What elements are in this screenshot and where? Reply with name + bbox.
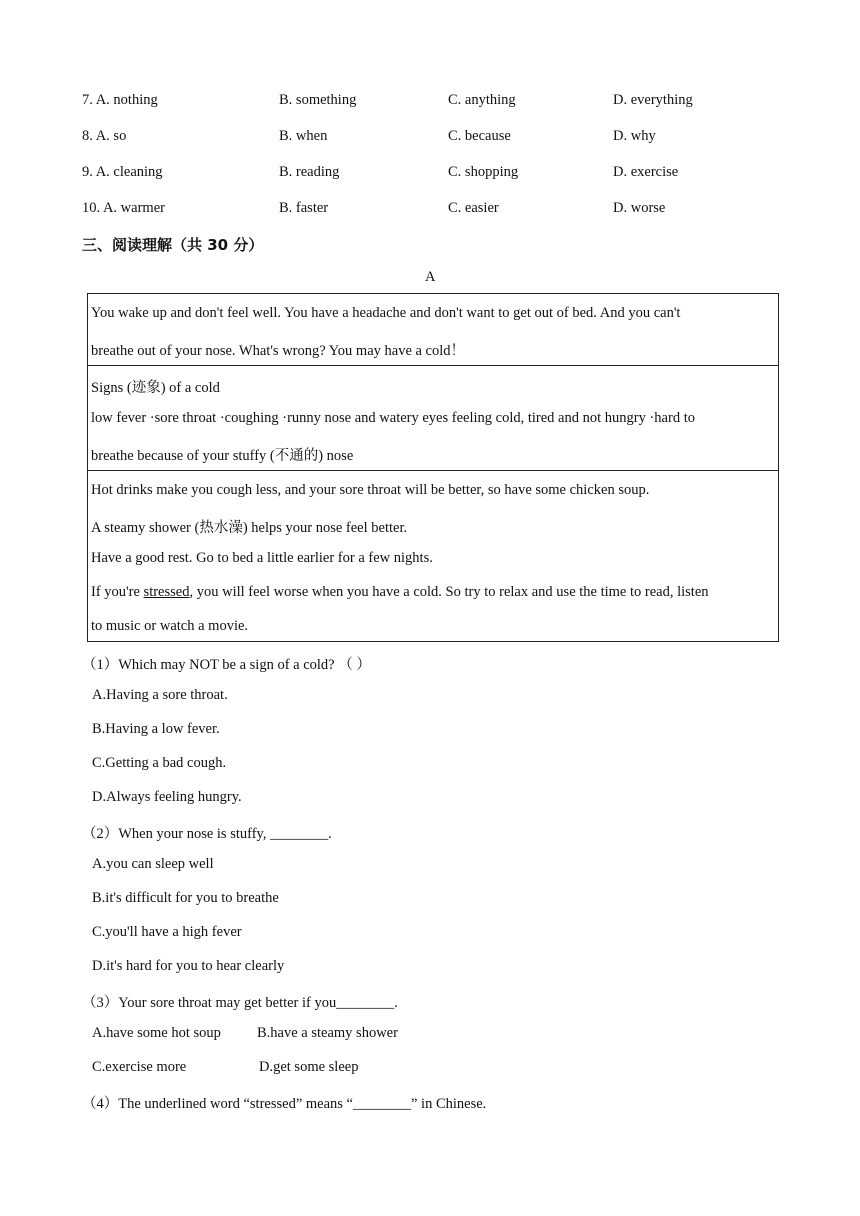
- option-b: B. when: [279, 128, 328, 144]
- question-1-option-b: B.Having a low fever.: [92, 721, 220, 737]
- option-d: D. everything: [613, 92, 693, 108]
- option-c: C. because: [448, 128, 511, 144]
- option-a: 10. A. warmer: [82, 200, 165, 216]
- question-3-option-d: D.get some sleep: [259, 1059, 359, 1075]
- passage-line: Signs (迹象) of a cold: [91, 380, 220, 396]
- question-2-stem: （2）When your nose is stuffy, ________.: [82, 826, 332, 842]
- question-2-option-d: D.it's hard for you to hear clearly: [92, 958, 285, 974]
- question-1-stem: （1）Which may NOT be a sign of a cold? （ ）: [82, 657, 371, 673]
- question-2-option-a: A.you can sleep well: [92, 856, 214, 872]
- question-3-option-a: A.have some hot soup: [92, 1025, 221, 1041]
- passage-label: A: [425, 269, 436, 285]
- passage-line: Have a good rest. Go to bed a little earlier for a few nights.: [91, 550, 433, 566]
- question-1-option-a: A.Having a sore throat.: [92, 687, 228, 703]
- option-a: 9. A. cleaning: [82, 164, 163, 180]
- option-d: D. why: [613, 128, 656, 144]
- option-b: B. reading: [279, 164, 340, 180]
- question-2-option-c: C.you'll have a high fever: [92, 924, 242, 940]
- option-b: B. faster: [279, 200, 329, 216]
- option-d: D. exercise: [613, 164, 679, 180]
- section-heading: 三、阅读理解（共 30 分）: [82, 236, 264, 254]
- question-3-option-c: C.exercise more: [92, 1059, 187, 1075]
- question-1-option-d: D.Always feeling hungry.: [92, 789, 242, 805]
- question-1-option-c: C.Getting a bad cough.: [92, 755, 227, 771]
- passage-line: Hot drinks make you cough less, and your sore throat will be better, so have some chicken soup.: [91, 482, 650, 498]
- option-a: 7. A. nothing: [82, 92, 158, 108]
- passage-cell-intro: [88, 294, 778, 365]
- passage-line: breathe out of your nose. What's wrong? You may have a cold！: [91, 343, 466, 359]
- passage-line: A steamy shower (热水澡) helps your nose feel better.: [91, 520, 408, 536]
- question-3-stem: （3）Your sore throat may get better if you________.: [82, 995, 398, 1011]
- question-4-stem: （4）The underlined word “stressed” means “________” in Chinese.: [82, 1096, 487, 1112]
- option-d: D. worse: [613, 200, 666, 216]
- option-a: 8. A. so: [82, 128, 127, 144]
- underlined-word-stressed: stressed: [143, 584, 190, 600]
- passage-line: You wake up and don't feel well. You have a headache and don't want to get out of bed. And you can't: [91, 305, 681, 321]
- question-3-option-b: B.have a steamy shower: [257, 1025, 398, 1041]
- option-c: C. easier: [448, 200, 499, 216]
- passage-line: low fever ·sore throat ·coughing ·runny nose and watery eyes feeling cold, tired and not hungry ·hard to: [91, 410, 695, 426]
- question-2-option-b: B.it's difficult for you to breathe: [92, 890, 279, 906]
- option-b: B. something: [279, 92, 357, 108]
- passage-cell-advice: [88, 470, 778, 643]
- passage-line: breathe because of your stuffy (不通的) nose: [91, 448, 354, 464]
- passage-line: If you're stressed, you will feel worse when you have a cold. So try to relax and use the time to read, listen: [91, 584, 709, 600]
- passage-box: [87, 293, 779, 642]
- passage-cell-signs: [88, 365, 778, 471]
- passage-line: to music or watch a movie.: [91, 618, 249, 634]
- option-c: C. anything: [448, 92, 516, 108]
- option-c: C. shopping: [448, 164, 519, 180]
